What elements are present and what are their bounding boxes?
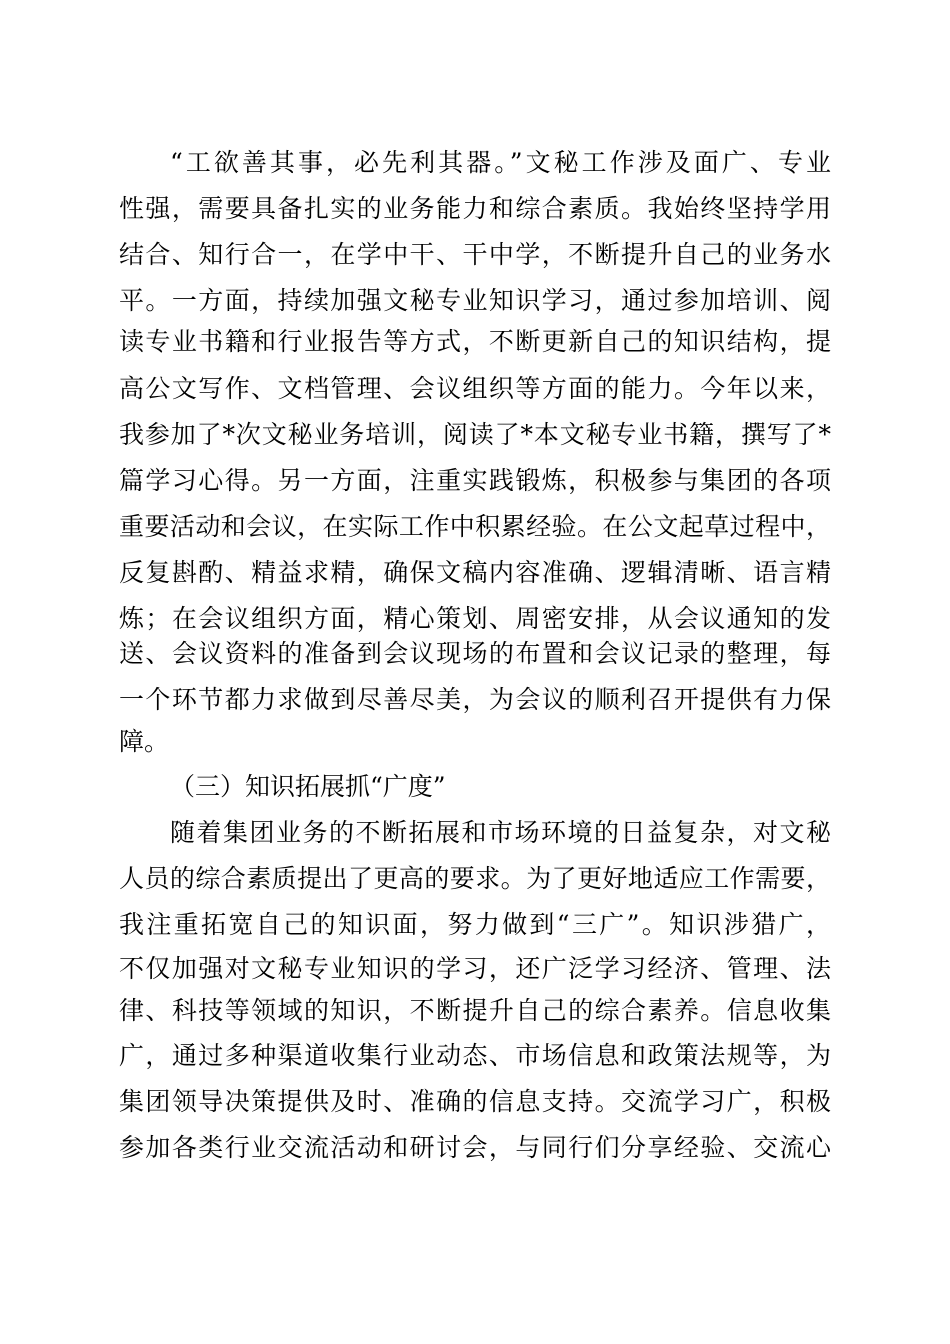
paragraph-line: 集团领导决策提供及时、准确的信息支持。交流学习广，积极 <box>119 1087 831 1116</box>
paragraph-line: 参加各类行业交流活动和研讨会，与同行们分享经验、交流心 <box>119 1133 831 1162</box>
paragraph-line: “工欲善其事，必先利其器。”文秘工作涉及面广、专业 <box>170 148 831 177</box>
paragraph-line: 送、会议资料的准备到会议现场的布置和会议记录的整理，每 <box>119 639 831 668</box>
paragraph-line: 我注重拓宽自己的知识面，努力做到“三广”。知识涉猎广， <box>119 910 831 939</box>
paragraph-line: 平。一方面，持续加强文秘专业知识学习，通过参加培训、阅 <box>119 286 831 315</box>
section-heading: （三）知识拓展抓“广度” <box>170 772 446 801</box>
paragraph-line: 一个环节都力求做到尽善尽美，为会议的顺利召开提供有力保 <box>119 685 831 714</box>
paragraph-line: 反复斟酌、精益求精，确保文稿内容准确、逻辑清晰、语言精 <box>119 558 831 587</box>
paragraph-line: 炼；在会议组织方面，精心策划、周密安排，从会议通知的发 <box>119 604 831 633</box>
paragraph-line: 人员的综合素质提出了更高的要求。为了更好地适应工作需要， <box>119 864 831 893</box>
paragraph-line: 读专业书籍和行业报告等方式，不断更新自己的知识结构，提 <box>119 327 831 356</box>
paragraph-line: 我参加了*次文秘业务培训，阅读了*本文秘专业书籍，撰写了* <box>119 420 831 449</box>
paragraph-line: 性强，需要具备扎实的业务能力和综合素质。我始终坚持学用 <box>119 194 831 223</box>
paragraph-line: 律、科技等领域的知识，不断提升自己的综合素养。信息收集 <box>119 996 831 1025</box>
paragraph-line: 篇学习心得。另一方面，注重实践锻炼，积极参与集团的各项 <box>119 466 831 495</box>
paragraph-line: 不仅加强对文秘专业知识的学习，还广泛学习经济、管理、法 <box>119 954 831 983</box>
paragraph-line: 随着集团业务的不断拓展和市场环境的日益复杂，对文秘 <box>170 818 831 847</box>
paragraph-line: 广，通过多种渠道收集行业动态、市场信息和政策法规等，为 <box>119 1041 831 1070</box>
paragraph-line: 高公文写作、文档管理、会议组织等方面的能力。今年以来， <box>119 374 831 403</box>
paragraph-line-last: 障。 <box>119 727 170 756</box>
paragraph-line: 重要活动和会议，在实际工作中积累经验。在公文起草过程中， <box>119 512 831 541</box>
paragraph-line: 结合、知行合一，在学中干、干中学，不断提升自己的业务水 <box>119 240 831 269</box>
